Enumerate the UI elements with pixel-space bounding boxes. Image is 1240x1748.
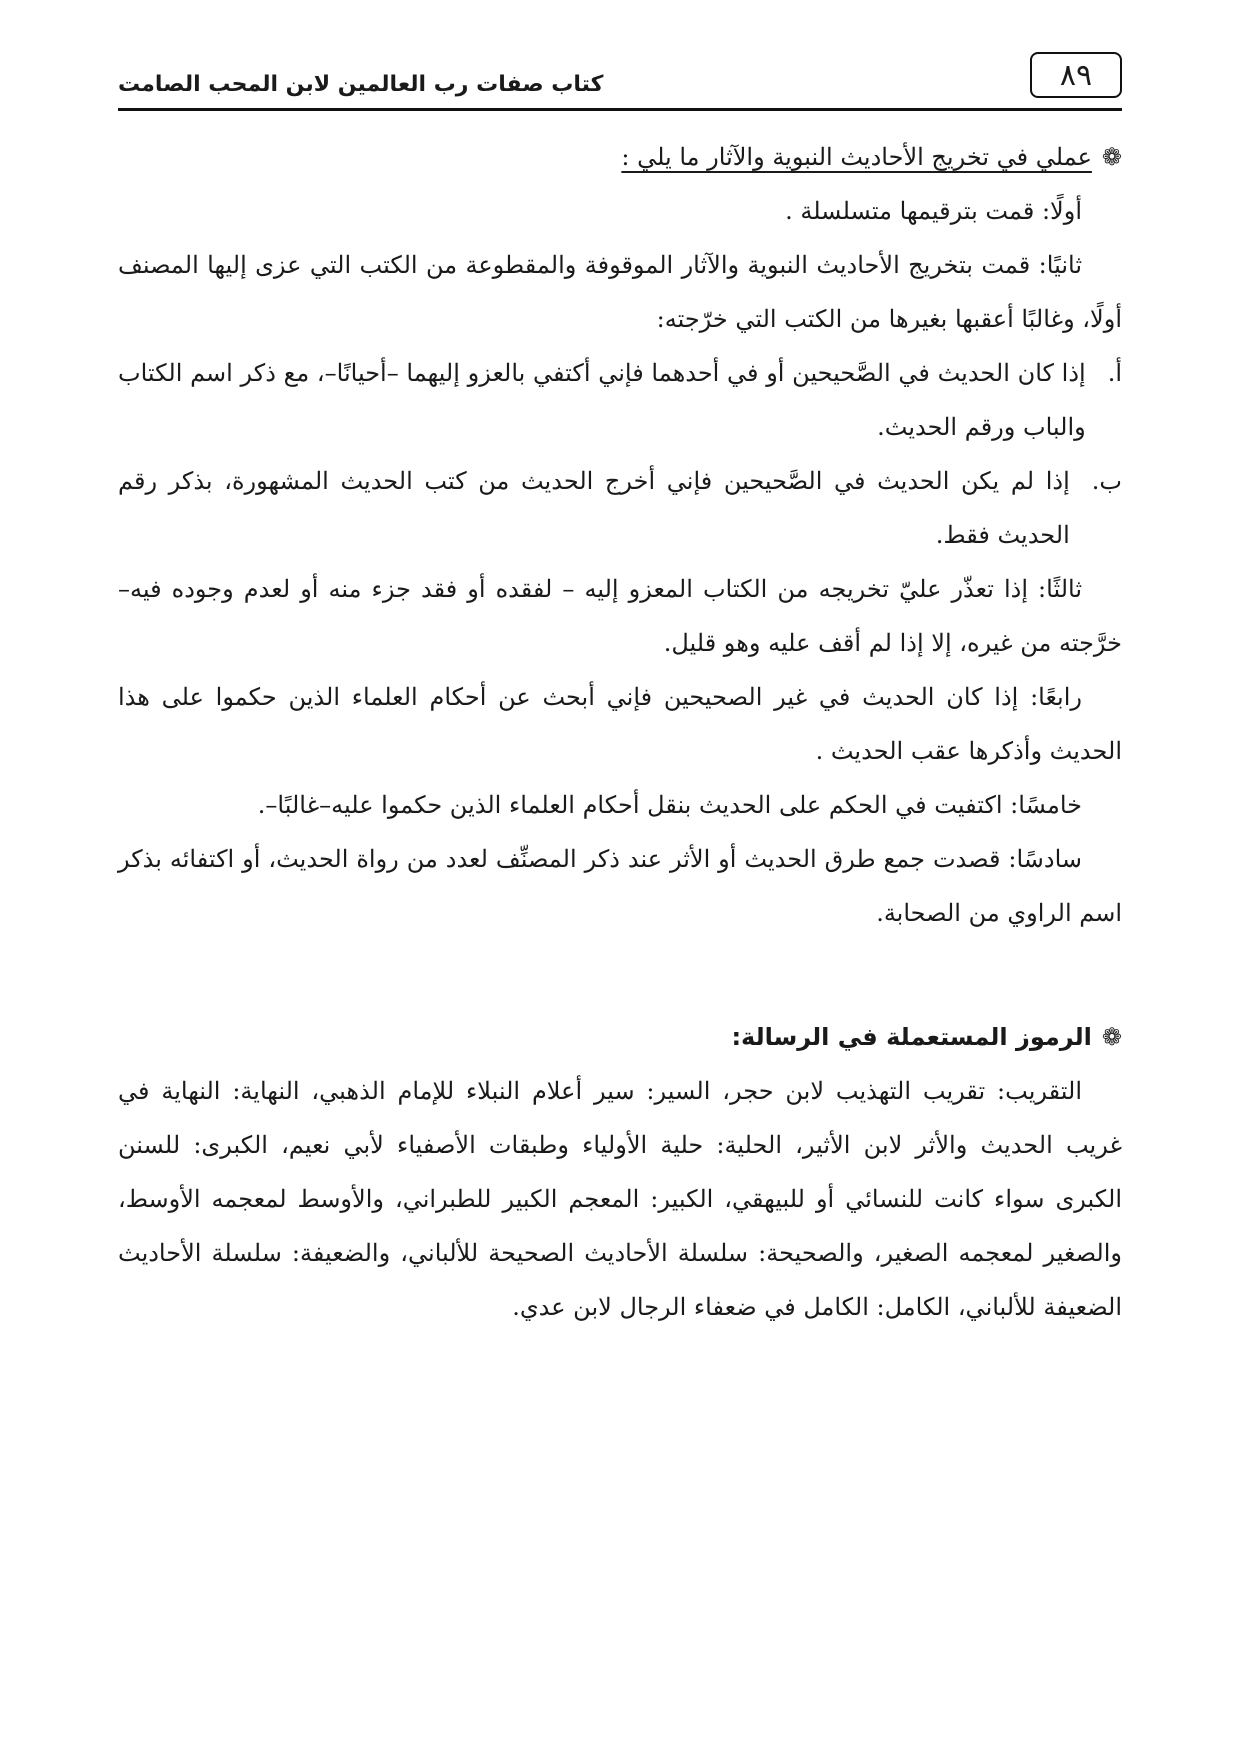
paragraph-sixth: سادسًا: قصدت جمع طرق الحديث أو الأثر عند ذكر المصنِّف لعدد من رواة الحديث، أو اكتفائه بذكر اسم الراوي من الصحابة. [118, 845, 1122, 927]
page-number: ٨٩ [1030, 52, 1122, 98]
page-header [118, 52, 1122, 111]
paragraph-abbreviations: التقريب: تقريب التهذيب لابن حجر، السير: سير أعلام النبلاء للإمام الذهبي، النهاية: النهاية في غريب الحديث والأثر لابن الأثير، الحلية: حلية الأولياء وطبقات الأصفياء لأبي نعيم، الكبرى: للسنن الكبرى سواء كانت للنسائي أو للبيهقي، الكبير: المعجم الكبير للطبراني، والأوسط لمعجمه الأوسط، والصغير لمعجمه الصغير، والصحيحة: سلسلة الأحاديث الصحيحة للألباني، والضعيفة: سلسلة الأحاديث الضعيفة للألباني، الكامل: الكامل في ضعفاء الرجال لابن عدي. [118, 1077, 1122, 1321]
section-heading-symbols [118, 1010, 1122, 1064]
paragraph-fourth: رابعًا: إذا كان الحديث في غير الصحيحين فإني أبحث عن أحكام العلماء الذين حكموا على هذا الحديث وأذكرها عقب الحديث . [118, 683, 1122, 765]
section-heading-text: عملي في تخريج الأحاديث النبوية والآثار ما يلي : [621, 143, 1092, 171]
section-spacer [118, 940, 1122, 1010]
paragraph-third: ثالثًا: إذا تعذّر عليّ تخريجه من الكتاب المعزو إليه – لفقده أو فقد جزء منه أو لعدم وجوده فيه– خرَّجته من غيره، إلا إذا لم أقف عليه وهو قليل. [118, 575, 1122, 657]
list-item-a [118, 346, 1122, 454]
page-body [118, 130, 1122, 1334]
section-heading-text: الرموز المستعملة في الرسالة: [731, 1023, 1092, 1051]
flower-ornament-icon: ❁ [1101, 143, 1122, 171]
section-heading-takhrij [118, 130, 1122, 184]
list-marker: أ. [1107, 359, 1122, 387]
list-item-text: إذا كان الحديث في الصَّحيحين أو في أحدهما فإني أكتفي بالعزو إليهما –أحيانًا–، مع ذكر اسم الكتاب والباب ورقم الحديث. [118, 359, 1086, 441]
list-marker: ب. [1091, 467, 1122, 495]
paragraph-second: ثانيًا: قمت بتخريج الأحاديث النبوية والآثار الموقوفة والمقطوعة من الكتب التي عزى إليها المصنف أولًا، وغالبًا أعقبها بغيرها من الكتب التي خرّجته: [118, 251, 1122, 333]
paragraph-fifth: خامسًا: اكتفيت في الحكم على الحديث بنقل أحكام العلماء الذين حكموا عليه–غالبًا–. [257, 791, 1082, 819]
paragraph-first: أولًا: قمت بترقيمها متسلسلة . [785, 197, 1082, 225]
running-title: كتاب صفات رب العالمين لابن المحب الصامت [118, 72, 604, 97]
flower-ornament-icon: ❁ [1101, 1023, 1122, 1051]
list-item-text: إذا لم يكن الحديث في الصَّحيحين فإني أخرج الحديث من كتب الحديث المشهورة، بذكر رقم الحديث فقط. [118, 467, 1070, 549]
list-item-b [118, 454, 1122, 562]
